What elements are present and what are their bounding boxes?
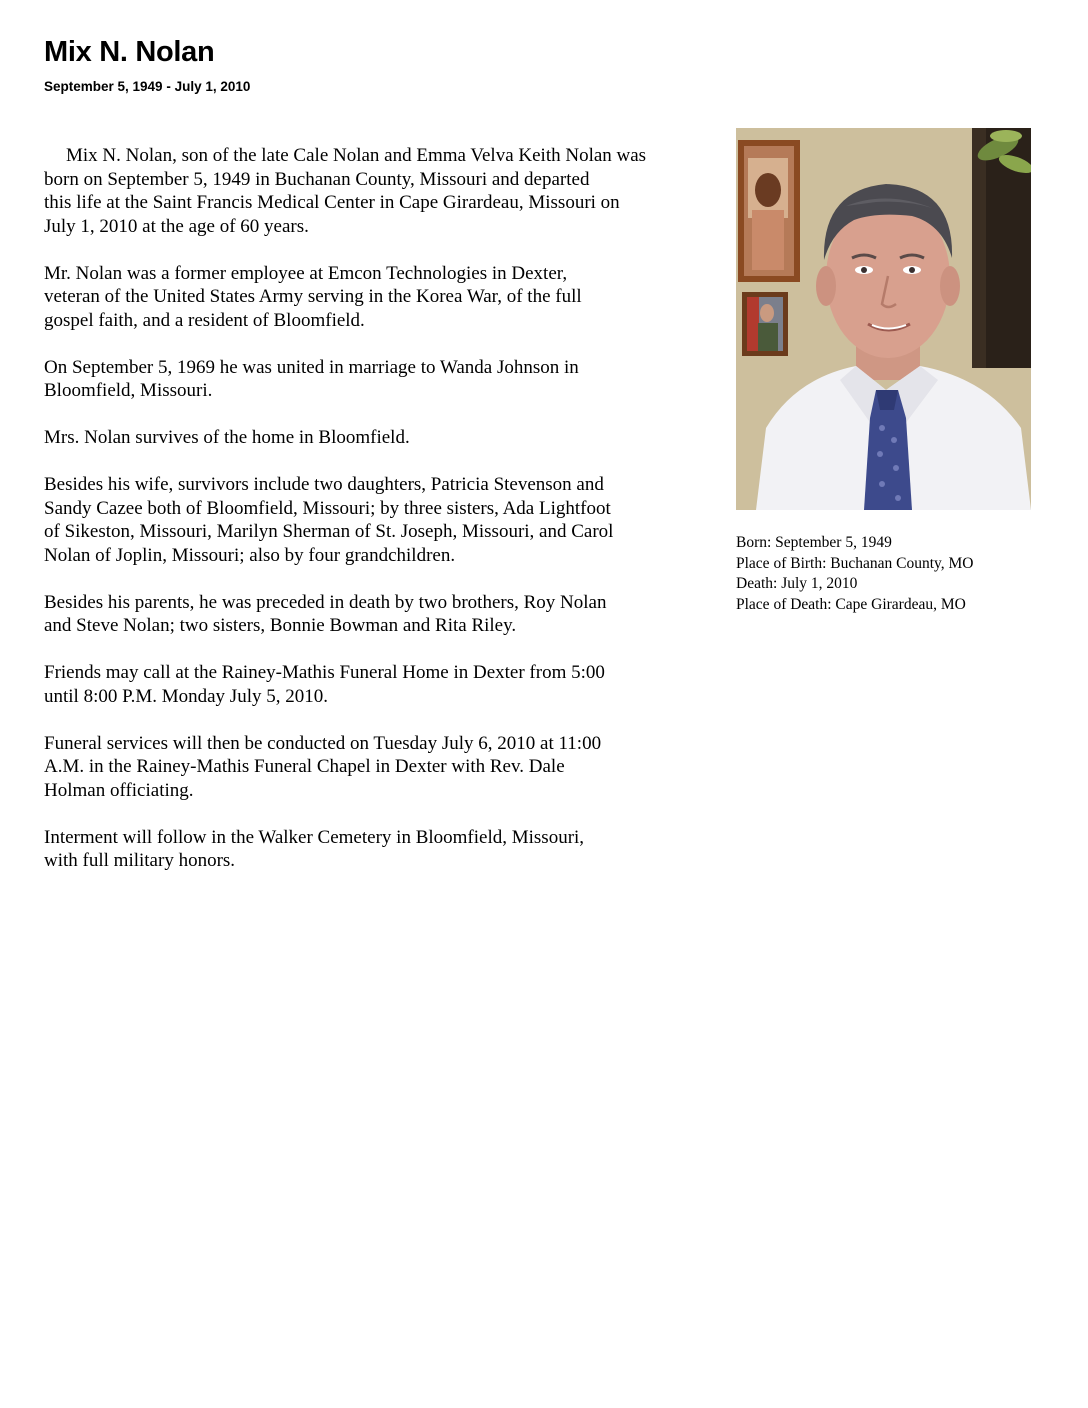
birthplace-fact: Place of Birth: Buchanan County, MO bbox=[736, 554, 974, 572]
text-line: gospel faith, and a resident of Bloomfield. bbox=[44, 309, 365, 331]
text-line: Mrs. Nolan survives of the home in Bloomfield. bbox=[44, 427, 410, 448]
text-line: born on September 5, 1949 in Buchanan County, Missouri and departed bbox=[44, 168, 590, 190]
deathplace-fact: Place of Death: Cape Girardeau, MO bbox=[736, 595, 966, 613]
death-fact: Death: July 1, 2010 bbox=[736, 575, 858, 592]
born-fact: Born: September 5, 1949 bbox=[736, 534, 892, 551]
text-line: July 1, 2010 at the age of 60 years. bbox=[44, 215, 309, 237]
paragraph-marriage bbox=[44, 356, 734, 403]
life-dates: September 5, 1949 - July 1, 2010 bbox=[44, 79, 251, 94]
text-line: On September 5, 1969 he was united in marriage to Wanda Johnson in bbox=[44, 356, 579, 378]
paragraph-survivors bbox=[44, 473, 734, 567]
vital-facts bbox=[736, 533, 974, 615]
text-line: Holman officiating. bbox=[44, 779, 194, 801]
paragraph-intro bbox=[44, 144, 734, 238]
text-line: Besides his wife, survivors include two daughters, Patricia Stevenson and bbox=[44, 474, 604, 495]
paragraph-preceded bbox=[44, 591, 734, 638]
text-line: Mix N. Nolan, son of the late Cale Nolan and Emma Velva Keith Nolan was bbox=[66, 145, 647, 166]
text-line: Nolan of Joplin, Missouri; also by four grandchildren. bbox=[44, 544, 456, 566]
text-line: A.M. in the Rainey-Mathis Funeral Chapel in Dexter with Rev. Dale bbox=[44, 756, 565, 777]
text-line: of Sikeston, Missouri, Marilyn Sherman of St. Joseph, Missouri, and Carol bbox=[44, 521, 614, 542]
text-line: veteran of the United States Army serving in the Korea War, of the full bbox=[44, 286, 582, 307]
paragraph-spouse bbox=[44, 426, 734, 450]
text-line: Friends may call at the Rainey-Mathis Funeral Home in Dexter from 5:00 bbox=[44, 662, 605, 683]
obituary-body bbox=[44, 144, 734, 896]
page-title: Mix N. Nolan bbox=[44, 36, 215, 68]
text-line: Mr. Nolan was a former employee at Emcon Technologies in Dexter, bbox=[44, 262, 568, 284]
text-line: and Steve Nolan; two sisters, Bonnie Bowman and Rita Riley. bbox=[44, 615, 517, 636]
text-line: until 8:00 P.M. Monday July 5, 2010. bbox=[44, 685, 328, 707]
paragraph-visitation bbox=[44, 661, 734, 708]
text-line: Interment will follow in the Walker Cemetery in Bloomfield, Missouri, bbox=[44, 826, 585, 848]
paragraph-employment bbox=[44, 262, 734, 333]
portrait-photo bbox=[736, 128, 1031, 510]
portrait-illustration bbox=[736, 128, 1031, 510]
text-line: Funeral services will then be conducted on Tuesday July 6, 2010 at 11:00 bbox=[44, 732, 602, 754]
text-line: with full military honors. bbox=[44, 850, 236, 871]
paragraph-interment bbox=[44, 826, 734, 873]
paragraph-services bbox=[44, 732, 734, 803]
text-line: Sandy Cazee both of Bloomfield, Missouri; by three sisters, Ada Lightfoot bbox=[44, 497, 611, 519]
text-line: Bloomfield, Missouri. bbox=[44, 380, 213, 401]
text-line: this life at the Saint Francis Medical Center in Cape Girardeau, Missouri on bbox=[44, 192, 620, 213]
text-line: Besides his parents, he was preceded in death by two brothers, Roy Nolan bbox=[44, 591, 607, 613]
